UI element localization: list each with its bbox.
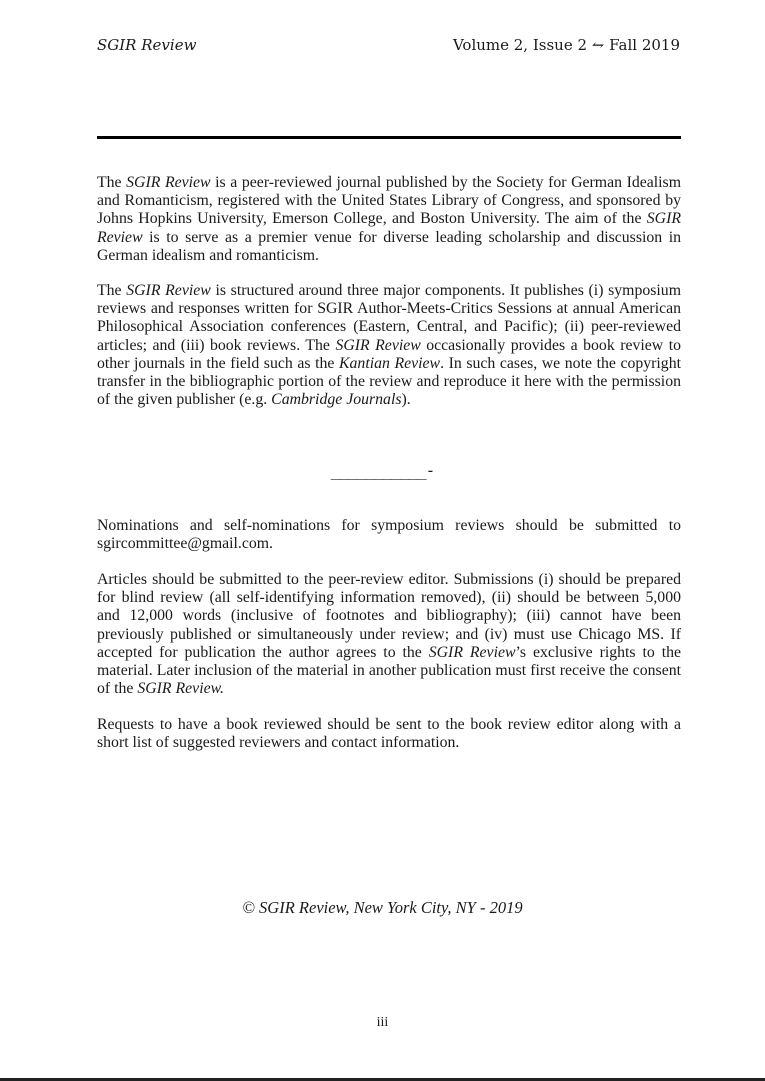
text-run: The: [97, 174, 127, 191]
publisher-name: Cambridge Journals: [271, 391, 402, 409]
journal-name: SGIR Review: [428, 643, 516, 661]
structure-paragraph: [97, 282, 681, 409]
journal-name: SGIR Review: [335, 336, 421, 354]
text-run: occasionally provides a book review to other journals in the field such as the: [97, 336, 681, 372]
journal-name: SGIR Review: [97, 210, 681, 246]
journal-name: SGIR Review.: [137, 680, 224, 698]
page-number: iii: [376, 1015, 389, 1030]
journal-name: SGIR Review: [126, 174, 211, 191]
text-run: Articles should be submitted to the peer-review editor. Submissions (i) should be prepared for blind review (all self-identifying information removed), (ii) should be between 5,000 and 12,000 words (inclusive of footnotes and bibliography); (iii) cannot have been previously published or simultaneously under review; and (iv) must use Chicago MS. If accepted for publication the author agrees to the: [97, 571, 681, 661]
text-run: The: [97, 282, 127, 299]
text-run: is structured around three major components. It publishes (i) symposium reviews and responses written for SGIR Author-Meets-Critics Sessions at annual American Philosophical Association conferences (Eastern, Central, and Pacific); (ii) peer-reviewed articles; and (iii) book reviews. The: [97, 282, 681, 354]
header-rule: [97, 136, 681, 139]
intro-paragraph: [97, 174, 681, 265]
text-run: . In such cases, we note the copyright transfer in the bibliographic portion of the review and reproduce it here with the permission of the given publisher (e.g.: [97, 354, 681, 409]
text-run: is to serve as a premier venue for diverse leading scholarship and discussion in German idealism and romanticism.: [97, 228, 681, 264]
running-header-journal-title: SGIR Review: [97, 36, 197, 54]
book-review-paragraph: Requests to have a book reviewed should be sent to the book review editor along with a short list of suggested reviewers and contact information.: [97, 716, 681, 752]
section-separator: ___________-: [330, 461, 435, 480]
submissions-paragraph: [97, 571, 681, 698]
nominations-paragraph: Nominations and self-nominations for symposium reviews should be submitted to sgircommittee@gmail.com.: [97, 517, 681, 553]
running-header-issue: Volume 2, Issue 2 ⥊ Fall 2019: [452, 36, 680, 54]
copyright-notice: © SGIR Review, New York City, NY - 2019: [242, 898, 523, 917]
text-run: is a peer-reviewed journal published by the Society for German Idealism and Romanticism, registered with the United States Library of Congress, and sponsored by Johns Hopkins University, Emerson College, and Boston University. The aim of the: [97, 174, 681, 228]
journal-name: Kantian Review: [338, 354, 441, 372]
text-run: ).: [401, 391, 411, 409]
journal-name: SGIR Review: [126, 282, 211, 299]
text-run: ’s exclusive rights to the material. Later inclusion of the material in another publication must first receive the consent of the: [97, 643, 681, 698]
